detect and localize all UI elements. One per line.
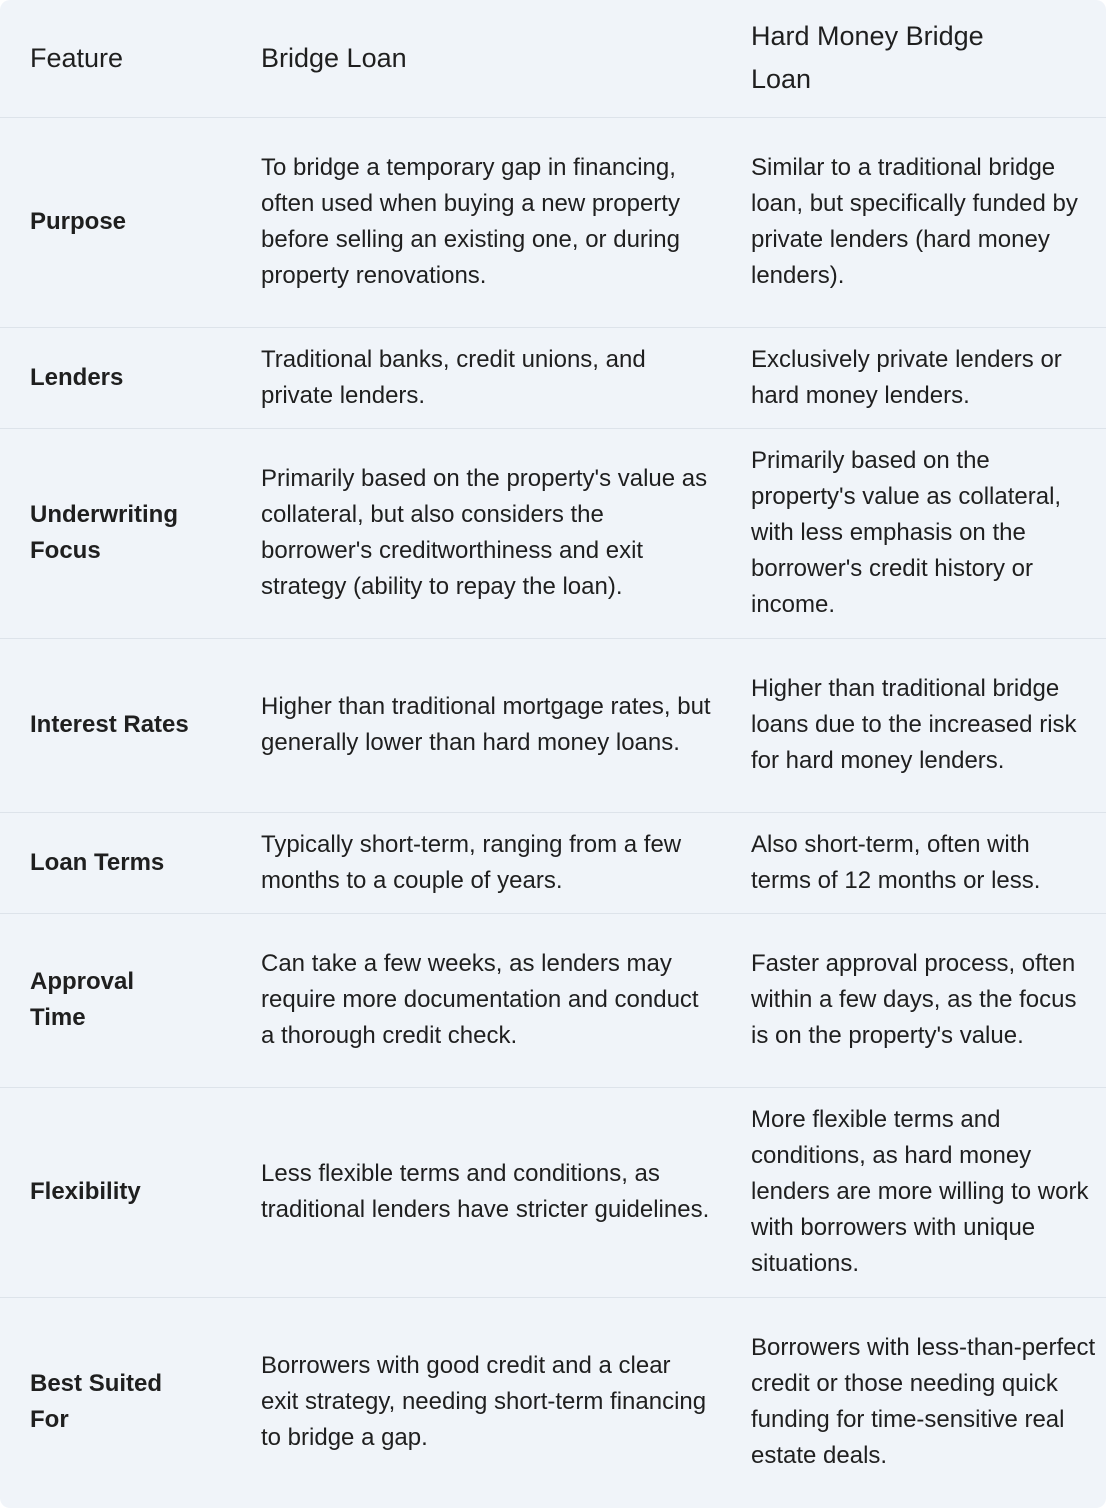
table-row: [0, 638, 1106, 812]
feature-cell: Approval Time: [30, 968, 135, 1031]
table-row: [0, 117, 1106, 327]
hard-money-cell: More flexible terms and conditions, as hard money lenders are more willing to work with borrowers with unique situations.: [751, 1106, 1089, 1277]
table-row: [0, 1087, 1106, 1297]
bridge-loan-cell: Traditional banks, credit unions, and private lenders.: [261, 345, 646, 409]
header-bridge-loan: Bridge Loan: [261, 42, 407, 73]
feature-cell: Interest Rates: [30, 711, 189, 738]
hard-money-cell: Also short-term, often with terms of 12 months or less.: [751, 830, 1041, 894]
hard-money-cell: Faster approval process, often within a few days, as the focus is on the property's value.: [751, 950, 1077, 1049]
feature-cell: Best Suited For: [30, 1370, 163, 1434]
bridge-loan-cell: Primarily based on the property's value as collateral, but also considers the borrower's creditworthiness and exit strategy (ability to repay the loan).: [261, 465, 708, 600]
hard-money-cell: Similar to a traditional bridge loan, but specifically funded by private lenders (hard money lenders).: [751, 154, 1078, 289]
hard-money-cell: Higher than traditional bridge loans due to the increased risk for hard money lenders.: [751, 675, 1077, 774]
table-header-row: [0, 0, 1106, 117]
table-row: [0, 1297, 1106, 1507]
table-row: [0, 428, 1106, 638]
bridge-loan-cell: Typically short-term, ranging from a few months to a couple of years.: [261, 830, 682, 894]
header-hard-money-bridge-loan: Hard Money Bridge Loan: [751, 21, 984, 95]
hard-money-cell: Primarily based on the property's value as collateral, with less emphasis on the borrower's credit history or income.: [751, 447, 1062, 618]
table-row: [0, 913, 1106, 1087]
bridge-loan-cell: Can take a few weeks, as lenders may require more documentation and conduct a thorough credit check.: [261, 950, 699, 1049]
table-row: [0, 812, 1106, 913]
hard-money-cell: Exclusively private lenders or hard money lenders.: [751, 345, 1062, 409]
hard-money-cell: Borrowers with less-than-perfect credit or those needing quick funding for time-sensitive real estate deals.: [751, 1334, 1096, 1470]
header-feature: Feature: [30, 42, 124, 73]
bridge-loan-cell: Borrowers with good credit and a clear exit strategy, needing short-term financing to bridge a gap.: [261, 1352, 707, 1452]
table-row: [0, 327, 1106, 428]
feature-cell: Lenders: [30, 363, 124, 391]
feature-cell: Purpose: [30, 208, 127, 235]
bridge-loan-cell: Less flexible terms and conditions, as traditional lenders have stricter guidelines.: [261, 1160, 710, 1223]
feature-cell: Loan Terms: [30, 848, 165, 876]
feature-cell: Underwriting Focus: [30, 501, 178, 564]
bridge-loan-cell: Higher than traditional mortgage rates, but generally lower than hard money loans.: [261, 693, 711, 756]
feature-cell: Flexibility: [30, 1178, 141, 1205]
bridge-loan-cell: To bridge a temporary gap in financing, often used when buying a new property before selling an existing one, or during property renovations.: [261, 154, 680, 289]
